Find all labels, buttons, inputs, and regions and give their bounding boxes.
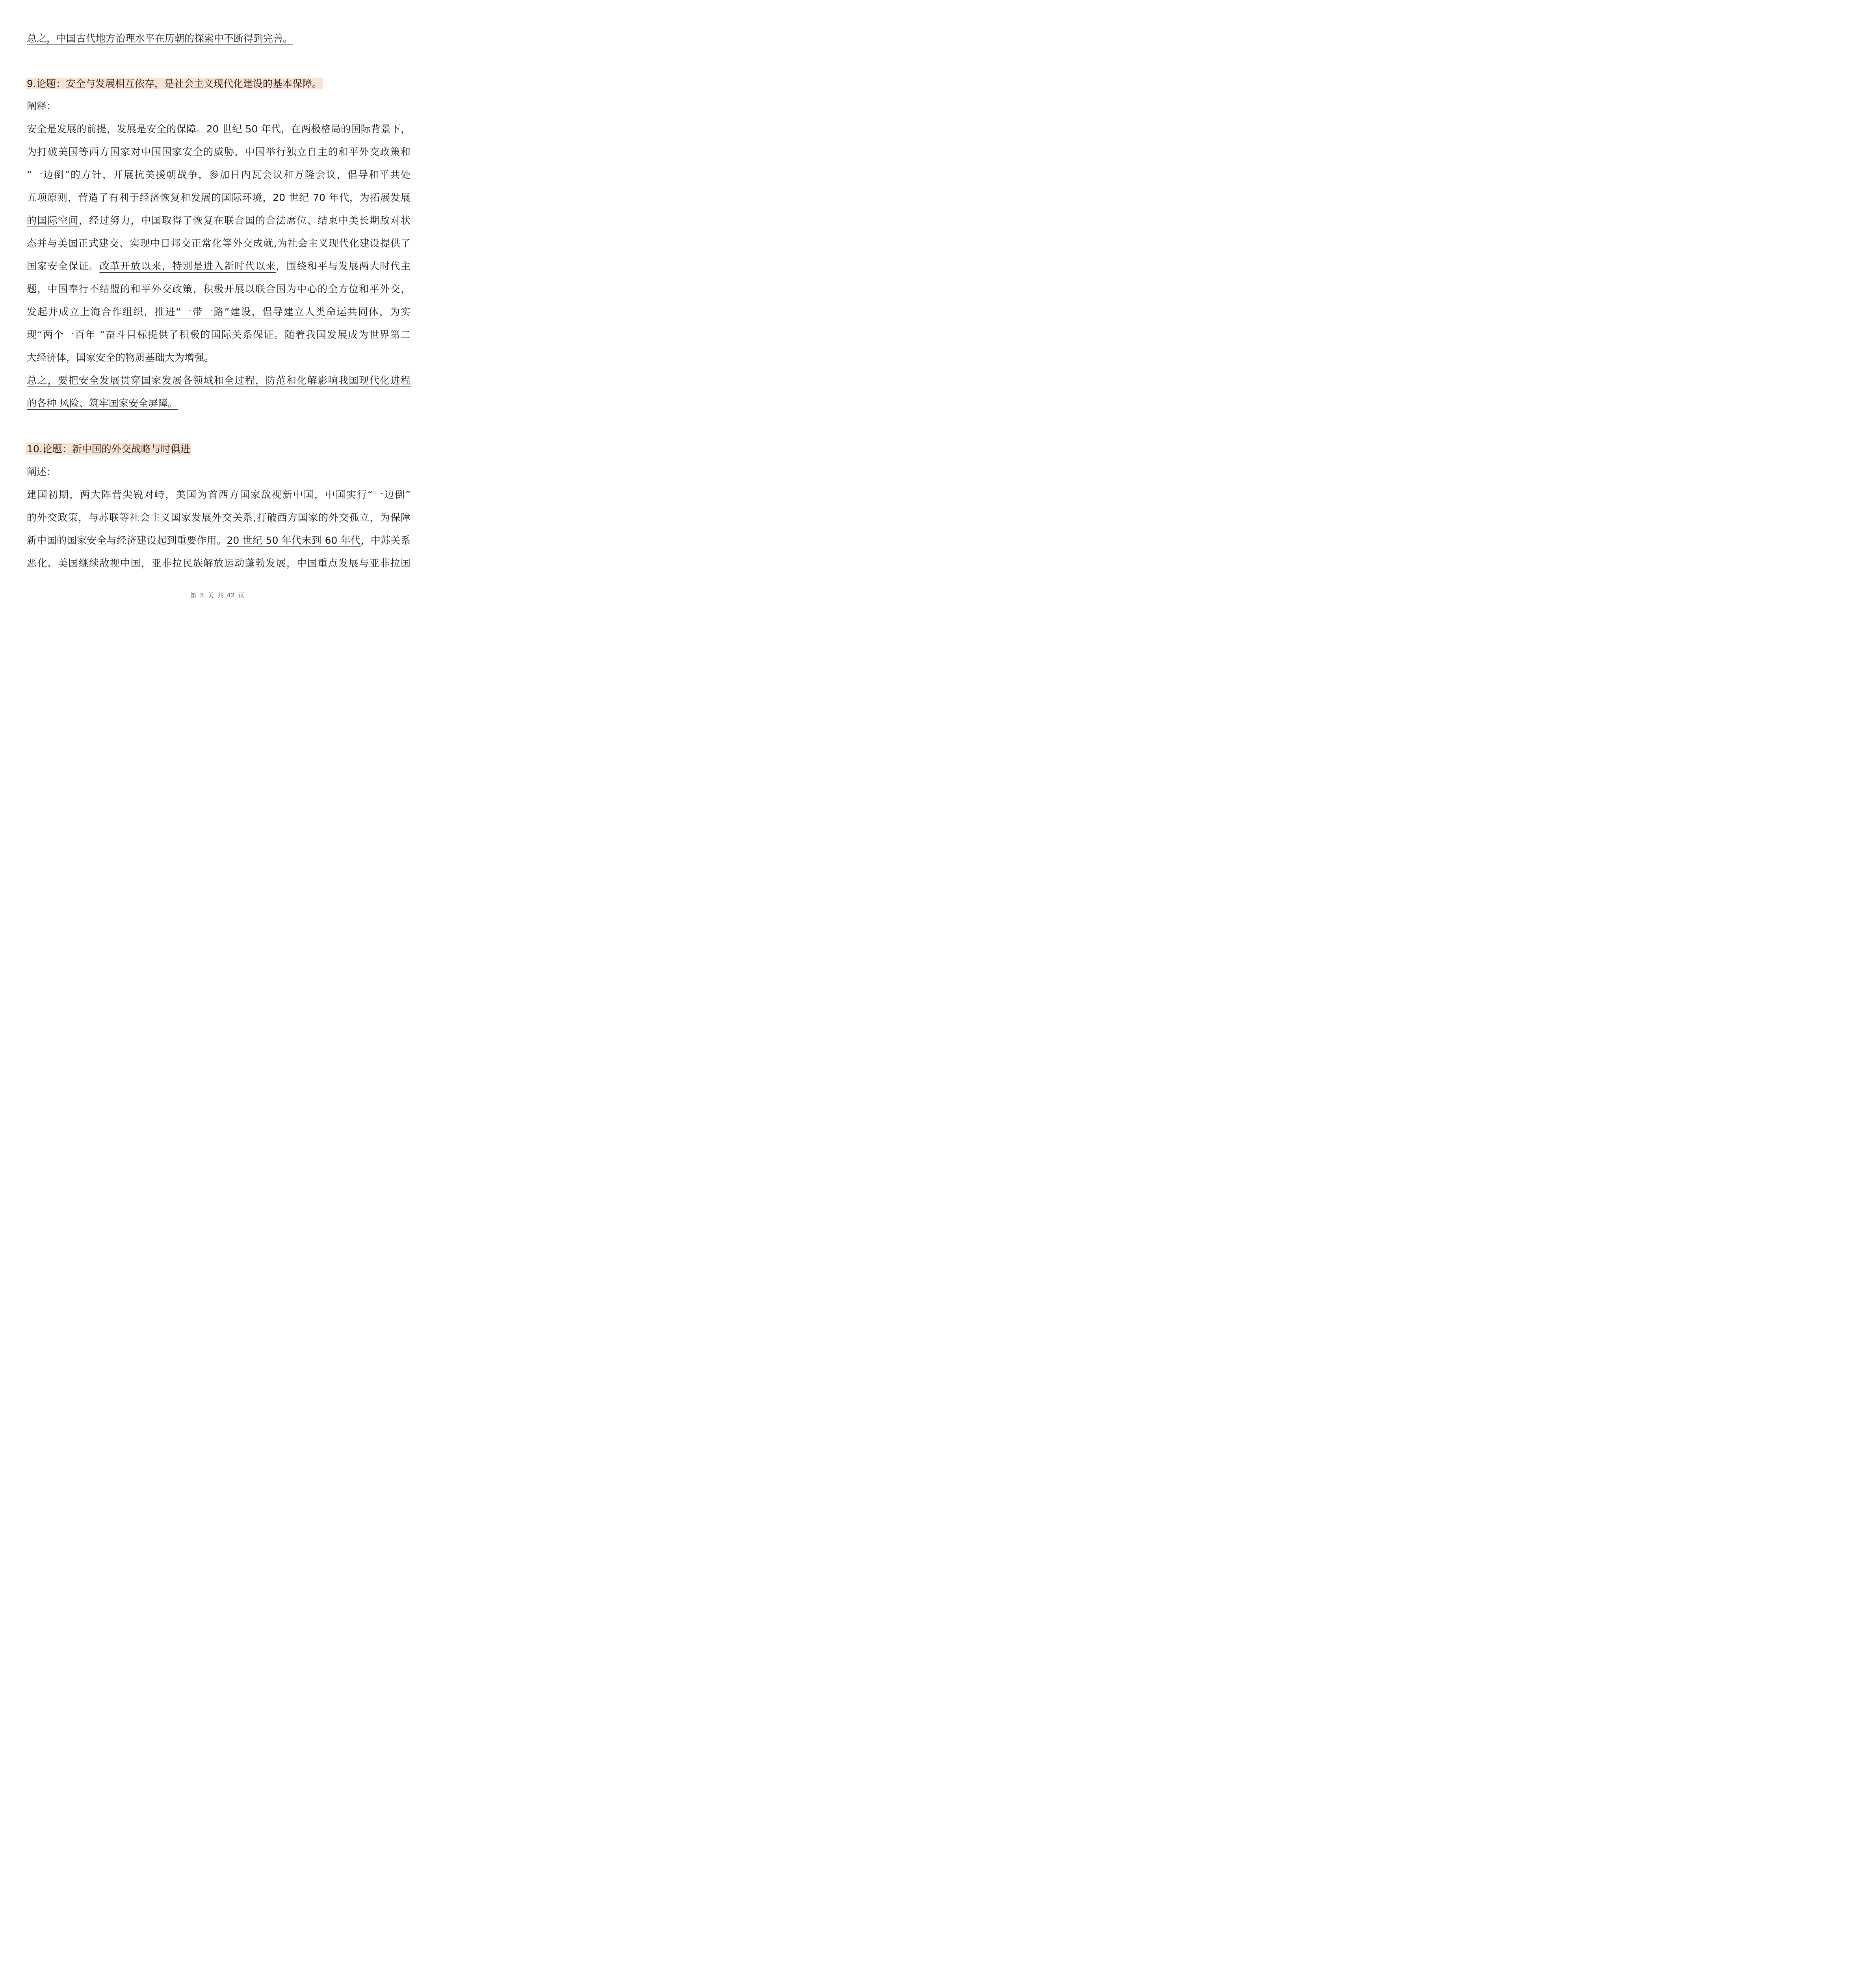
q9-para-line-6: [27, 236, 410, 251]
text-run: 发起并成立上海合作组织，: [27, 306, 155, 318]
q9-para-line-1: [27, 121, 410, 137]
text-run: ，为实: [379, 306, 410, 318]
q10-para-line-4: [27, 556, 410, 571]
q9-para-line-2: [27, 144, 410, 160]
underlined-phrase: 建国初期: [27, 489, 70, 500]
q9-label: 阐释：: [27, 100, 57, 112]
underlined-phrase: 的各种 风险、筑牢国家安全屏障。: [27, 398, 178, 409]
text-run: ，中苏关系: [360, 535, 410, 546]
underlined-phrase: 总之，要把安全发展贯穿国家发展各领域和全过程，防范和化解影响我国现代化进程: [27, 375, 410, 386]
q9-para-line-7: [27, 258, 410, 274]
document-page: [0, 0, 435, 615]
q9-conclusion-line-1: [27, 373, 410, 388]
text-run: ，围绕和平与发展两大时代主: [276, 260, 410, 272]
top-conclusion: [27, 31, 293, 46]
underlined-phrase: 改革开放以来，特别是进入新时代以来: [99, 260, 276, 272]
text-run: 为打破美国等西方国家对中国国家安全的威胁，中国举行独立自主的和平外交政策和: [27, 146, 410, 158]
text-run: 态并与美国正式建交、实现中日邦交正常化等外交成就,为社会主义现代化建设提供了: [27, 238, 410, 249]
q10-heading-text: 10.论题：新中国的外交战略与时俱进: [27, 443, 190, 455]
underlined-phrase: 五项原则，: [27, 192, 78, 203]
text-run: 营造了有利于经济恢复和发展的国际环境，: [78, 192, 273, 203]
q10-para-line-1: [27, 487, 410, 503]
text-run: 现“两个一百年 ”奋斗目标提供了积极的国际关系保证。随着我国发展成为世界第二: [27, 329, 410, 340]
text-run: ，经过努力，中国取得了恢复在联合国的合法席位、结束中美长期敌对状: [78, 215, 410, 226]
underlined-phrase: 倡导和平共处: [347, 169, 410, 180]
text-run: 大经济体，国家安全的物质基础大为增强。: [27, 352, 214, 363]
q9-heading-text: 9.论题：安全与发展相互依存，是社会主义现代化建设的基本保障。: [27, 78, 322, 89]
q9-heading: [27, 76, 323, 92]
q10-para-line-2: [27, 510, 410, 526]
text-run: ，两大阵营尖锐对峙，美国为首西方国家敌视新中国，中国实行“一边倒”: [69, 489, 410, 500]
underlined-phrase: 推进“一带一路”建设，倡导建立人类命运共同体: [154, 306, 379, 318]
q9-para-line-9: [27, 304, 410, 320]
text-run: 恶化、美国继续敌视中国，亚非拉民族解放运动蓬勃发展，中国重点发展与亚非拉国: [27, 558, 410, 569]
underlined-phrase: 20 世纪 70 年代，为拓展发展: [273, 192, 410, 203]
q9-para-line-10: [27, 327, 410, 343]
text-run: 国家安全保证。: [27, 260, 100, 272]
top-conclusion-text: 总之，中国古代地方治理水平在历朝的探索中不断得到完善。: [27, 33, 293, 44]
text-run: 新中国的国家安全与经济建设起到重要作用。: [27, 535, 227, 546]
q10-heading: [27, 441, 191, 457]
text-run: 开展抗美援朝战争，参加日内瓦会议和万隆会议，: [113, 169, 347, 180]
q9-conclusion-line-2: [27, 396, 178, 411]
underlined-phrase: 20 世纪 50 年代末到 60 年代: [227, 535, 361, 546]
text-run: 的外交政策，与苏联等社会主义国家发展外交关系,打破西方国家的外交孤立，为保障: [27, 512, 410, 523]
page-number-footer: 第 5 页 共 42 页: [190, 592, 244, 599]
q9-para-line-11: [27, 350, 214, 366]
q10-label: 阐述：: [27, 466, 57, 478]
q9-para-line-5: [27, 213, 410, 229]
q10-para-line-3: [27, 533, 410, 548]
q9-para-line-4: [27, 190, 410, 206]
text-run: 题，中国奉行不结盟的和平外交政策，积极开展以联合国为中心的全方位和平外交，: [27, 283, 410, 295]
text-run: 安全是发展的前提，发展是安全的保障。20 世纪 50 年代，在两极格局的国际背景下，: [27, 123, 410, 135]
underlined-phrase: “一边倒”的方针，: [27, 169, 113, 180]
underlined-phrase: 的国际空间: [27, 215, 79, 226]
q9-para-line-8: [27, 281, 410, 297]
q9-para-line-3: [27, 167, 410, 183]
